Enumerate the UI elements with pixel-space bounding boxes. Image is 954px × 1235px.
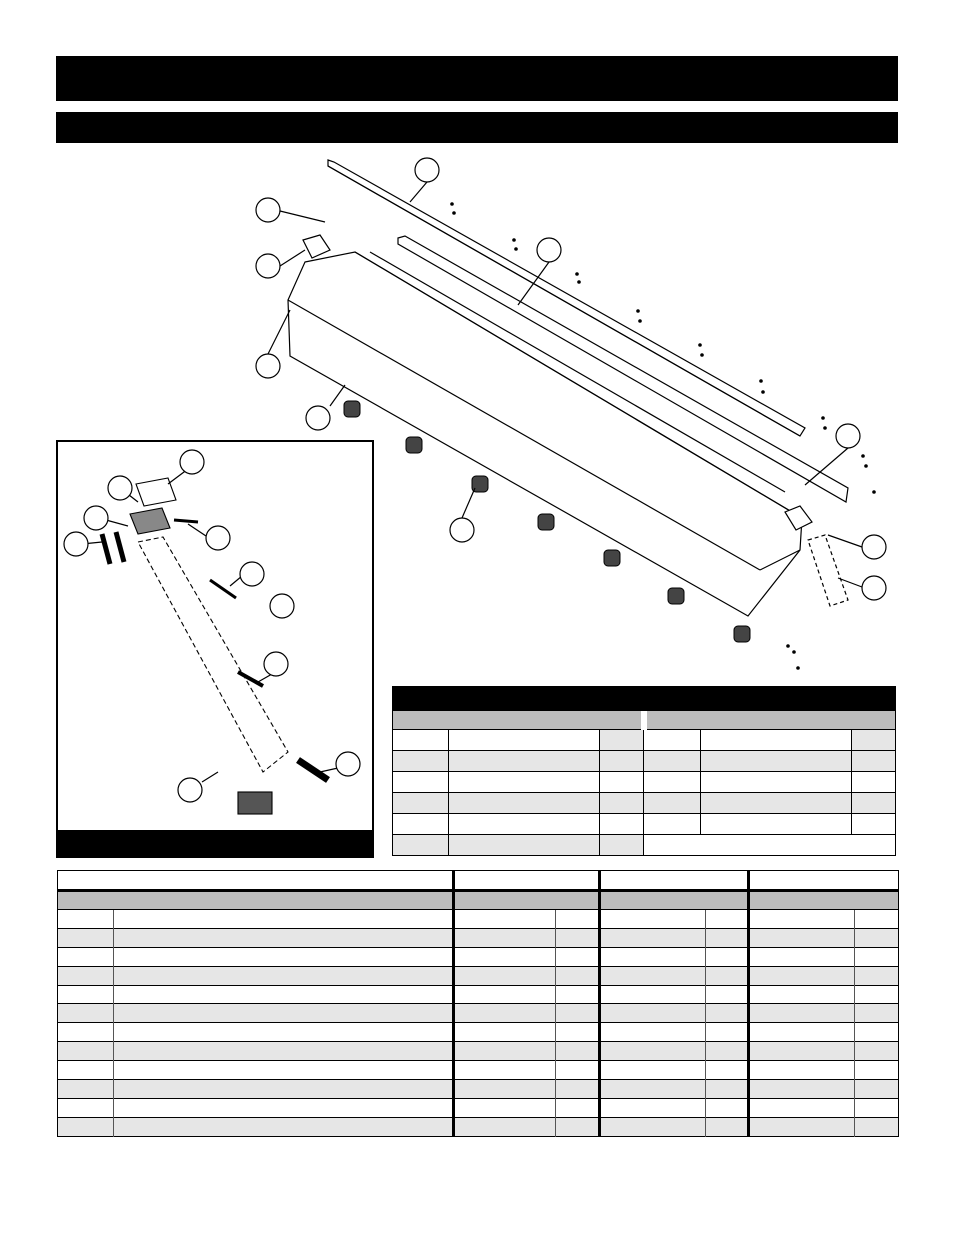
table-row [58, 910, 899, 929]
table-row [58, 1061, 899, 1080]
table-row [58, 1080, 899, 1099]
table-cell [58, 1061, 114, 1080]
inset-caption [58, 830, 372, 856]
table-cell [706, 910, 749, 929]
table-cell [556, 910, 600, 929]
table-row [58, 1023, 899, 1042]
callout-circle [84, 506, 108, 530]
table-cell [453, 1061, 556, 1080]
callout-circle [64, 532, 88, 556]
table-cell [600, 966, 706, 985]
callout-circle [256, 254, 280, 278]
table-cell [600, 928, 706, 947]
column-header [600, 711, 644, 730]
nozzle [406, 437, 422, 453]
table-cell [749, 1098, 855, 1117]
table-cell [113, 910, 453, 929]
table-cell [58, 1042, 114, 1061]
table-cell [855, 966, 899, 985]
table-cell [706, 947, 749, 966]
parts-table [57, 870, 899, 1137]
callout-circle [180, 450, 204, 474]
column-header [58, 891, 114, 910]
table-cell [749, 966, 855, 985]
callout-circle [336, 752, 360, 776]
bolt [174, 520, 198, 522]
table-cell [706, 1098, 749, 1117]
table-cell [453, 1080, 556, 1099]
table-row [393, 730, 896, 751]
group-header [58, 871, 454, 891]
table-cell [855, 928, 899, 947]
table-cell [113, 1061, 453, 1080]
table-cell [58, 985, 114, 1004]
table-row [58, 1004, 899, 1023]
table-cell [855, 1023, 899, 1042]
table-row [58, 1098, 899, 1117]
table-cell [453, 966, 556, 985]
table-cell [113, 928, 453, 947]
table-row [393, 814, 896, 835]
column-header [749, 891, 855, 910]
table-cell [706, 1004, 749, 1023]
table-cell [749, 947, 855, 966]
table-cell [556, 985, 600, 1004]
group-header [749, 871, 899, 891]
table-cell [600, 1042, 706, 1061]
table-cell [113, 1098, 453, 1117]
table-cell [855, 1117, 899, 1136]
column-header [449, 711, 600, 730]
hardware-table [392, 686, 896, 856]
column-header [393, 711, 449, 730]
table-cell [706, 1042, 749, 1061]
column-header [855, 891, 899, 910]
table-cell [749, 1023, 855, 1042]
callout-circle [306, 406, 330, 430]
column-header [700, 711, 851, 730]
table-cell [453, 1004, 556, 1023]
table-cell [600, 985, 706, 1004]
table-cell [855, 910, 899, 929]
hinge-bracket [238, 792, 272, 814]
table-cell [113, 966, 453, 985]
table-cell [556, 1023, 600, 1042]
table-cell [600, 910, 706, 929]
column-header [453, 891, 556, 910]
table-cell [556, 1061, 600, 1080]
table-cell [749, 928, 855, 947]
table-cell [113, 1117, 453, 1136]
column-header [706, 891, 749, 910]
table-row [393, 751, 896, 772]
table-cell [113, 1042, 453, 1061]
table-cell [855, 947, 899, 966]
detail-inset [56, 440, 374, 858]
table-cell [453, 1098, 556, 1117]
table-cell [600, 1117, 706, 1136]
table-cell [600, 1080, 706, 1099]
table-cell [58, 910, 114, 929]
table-cell [58, 1098, 114, 1117]
table-cell [855, 1042, 899, 1061]
table-cell [855, 1004, 899, 1023]
callout-circle [450, 518, 474, 542]
table-cell [556, 1042, 600, 1061]
table-cell [706, 1061, 749, 1080]
table-cell [706, 1080, 749, 1099]
table-cell [453, 1117, 556, 1136]
callout-circle [256, 198, 280, 222]
leg-assembly-dashed [138, 537, 288, 772]
table-cell [58, 1080, 114, 1099]
callout-circle [836, 424, 860, 448]
table-cell [749, 1080, 855, 1099]
table-cell [556, 1080, 600, 1099]
table-cell [706, 985, 749, 1004]
nozzle [604, 550, 620, 566]
table-cell [58, 928, 114, 947]
table-cell [706, 1023, 749, 1042]
column-header [556, 891, 600, 910]
nozzle [538, 514, 554, 530]
callout-circle [862, 535, 886, 559]
table-row [393, 793, 896, 814]
table-cell [749, 1004, 855, 1023]
table-cell [556, 1004, 600, 1023]
column-header [851, 711, 895, 730]
group-header [453, 871, 600, 891]
pin [102, 534, 110, 564]
table-row [58, 966, 899, 985]
table-cell [600, 947, 706, 966]
table-cell [453, 947, 556, 966]
nozzle [734, 626, 750, 642]
table-cell [600, 1023, 706, 1042]
callout-circle [415, 158, 439, 182]
table-cell [855, 1080, 899, 1099]
callout-circle [264, 652, 288, 676]
column-header [644, 711, 700, 730]
table-cell [749, 1061, 855, 1080]
callout-circle [270, 594, 294, 618]
nozzle [668, 588, 684, 604]
table-cell [706, 1117, 749, 1136]
table-cell [855, 1061, 899, 1080]
column-header [600, 891, 706, 910]
callout-circle [862, 576, 886, 600]
table-cell [113, 1080, 453, 1099]
table-cell [706, 928, 749, 947]
callout-circle [178, 778, 202, 802]
table-cell [453, 985, 556, 1004]
table-cell [706, 966, 749, 985]
table-cell [58, 1004, 114, 1023]
table-cell [453, 1023, 556, 1042]
table-cell [453, 910, 556, 929]
table-cell [556, 1098, 600, 1117]
table-cell [113, 985, 453, 1004]
table-cell [113, 1004, 453, 1023]
table-row [58, 1117, 899, 1136]
table-cell [749, 1117, 855, 1136]
table-cell [113, 1023, 453, 1042]
table-cell [556, 947, 600, 966]
table-cell [556, 1117, 600, 1136]
table-row [58, 1042, 899, 1061]
table-cell [113, 947, 453, 966]
hinge-clamp [130, 508, 170, 534]
hinge-leg-dashed [808, 535, 848, 606]
table-row [393, 772, 896, 793]
table-cell [453, 1042, 556, 1061]
table-cell [58, 1117, 114, 1136]
left-end-bracket [303, 235, 330, 258]
callout-circle [240, 562, 264, 586]
table-cell [453, 928, 556, 947]
table-cell [58, 966, 114, 985]
pin [116, 532, 124, 562]
callout-circle [206, 526, 230, 550]
detail-diagram [58, 442, 372, 832]
table-cell [556, 928, 600, 947]
table-cell [855, 1098, 899, 1117]
spacer-tube [298, 760, 328, 780]
table-cell [600, 1061, 706, 1080]
table-cell [58, 1023, 114, 1042]
table-cell [855, 985, 899, 1004]
bolt [238, 672, 263, 686]
table-cell [749, 910, 855, 929]
table-cell [600, 1004, 706, 1023]
column-header [113, 891, 453, 910]
callout-circle [256, 354, 280, 378]
table-row [58, 985, 899, 1004]
table-row [58, 947, 899, 966]
table-cell [749, 1042, 855, 1061]
table-cell [600, 1098, 706, 1117]
table-cell [749, 985, 855, 1004]
callout-circle [537, 238, 561, 262]
table-cell [556, 966, 600, 985]
table-row [58, 928, 899, 947]
group-header [600, 871, 749, 891]
hardware-table-title [393, 687, 896, 711]
nozzle [344, 401, 360, 417]
table-row [393, 835, 896, 856]
rod [210, 580, 236, 598]
table-cell [58, 947, 114, 966]
callout-circle [108, 476, 132, 500]
